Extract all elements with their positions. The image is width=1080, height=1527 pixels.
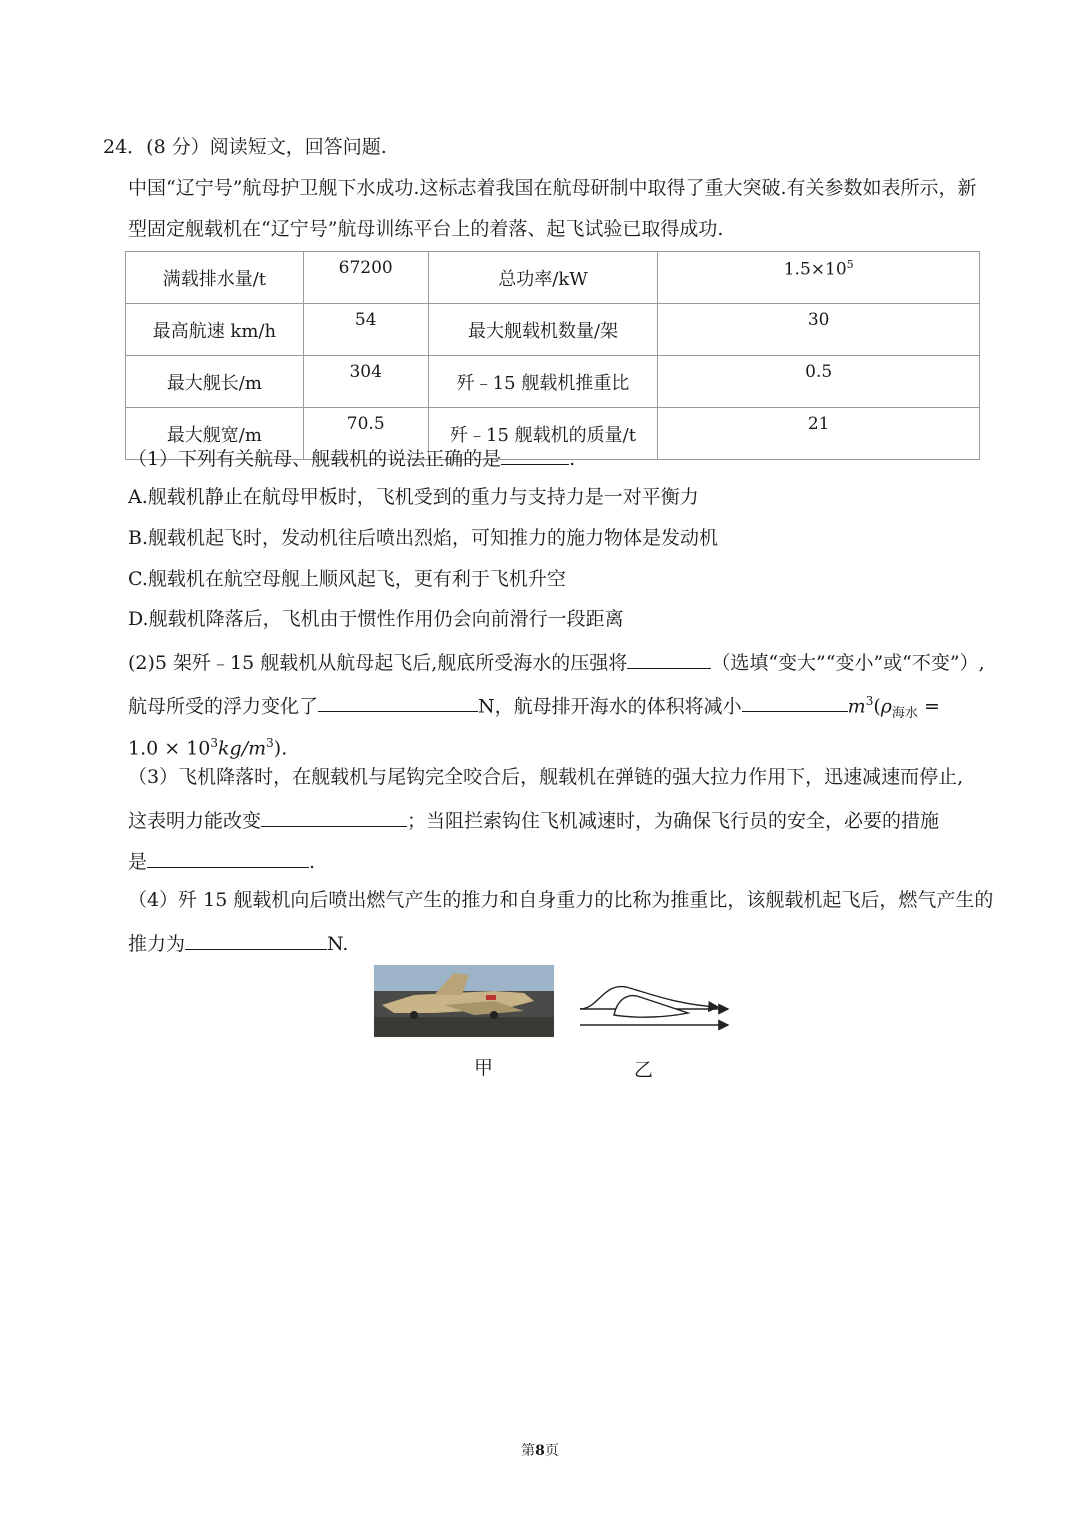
page-prefix: 第 [521,1443,536,1459]
q2-buoyancy-blank[interactable] [318,691,478,712]
q1-stem-end: . [569,448,576,470]
q2-rho-sub: 海水 [891,706,918,722]
q2-line-2 [128,689,940,726]
q3-text: 这表明力能改变 [128,810,262,832]
table-cell-label: 满载排水量/t [126,252,304,304]
deck-shadow [374,1017,554,1037]
q2-density: 1.0 × 10 [128,737,211,760]
table-row [126,356,980,408]
intro-line-2: 型固定舰载机在“辽宁号”航母训练平台上的着落、起飞试验已取得成功. [128,218,724,240]
q4-thrust-blank[interactable] [185,929,327,950]
q2-line-1 [128,648,985,675]
q4-end: N. [327,933,349,955]
question-header: 24．(8 分）阅读短文，回答问题. [103,136,387,158]
q4-text: 推力为 [128,933,186,955]
q1-answer-blank[interactable] [501,444,569,465]
q1-stem [128,444,575,471]
figure-caption-left: 甲 [474,1057,494,1079]
q2-text: （选填“变大”“变小”或“不变”）, [711,652,985,674]
power-exponent: 5 [846,258,854,271]
table-row [126,304,980,356]
q4-line-1: （4）歼 15 舰载机向后喷出燃气产生的推力和自身重力的比称为推重比，该舰载机起飞后，燃气产生的 [128,889,994,911]
wing-profile [614,996,688,1018]
table-cell-label: 最高航速 km/h [126,304,304,356]
q2-density-unit-exp: 3 [266,736,274,750]
table-cell-value [658,252,980,304]
power-base: 1.5×10 [783,259,847,280]
q2-pressure-blank[interactable] [627,648,711,669]
table-cell-label: 最大舰长/m [126,356,304,408]
page-suffix: 页 [544,1443,559,1459]
q2-text: N，航母排开海水的体积将减小 [478,695,742,718]
q2-density-exp: 3 [210,736,219,750]
wing-airflow-diagram [578,975,738,1035]
q3-line-2 [128,806,939,833]
table-cell-value: 0.5 [658,356,980,408]
q3-line-3 [128,847,315,874]
wheel-front [490,1011,498,1019]
q3-text: ；当阻拦索钩住飞机减速时，为确保飞行员的安全，必要的措施 [407,810,940,832]
q1-option-d: D.舰载机降落后，飞机由于惯性作用仍会向前滑行一段距离 [128,608,624,630]
q3-line-1: （3）飞机降落时，在舰载机与尾钩完全咬合后，舰载机在弹链的强大拉力作用下，迅速减速而停止, [128,766,964,788]
table-cell-label: 歼﹣15 舰载机推重比 [428,356,658,408]
wheel-rear [410,1011,418,1019]
table-cell-label: 最大舰宽/m [126,408,304,460]
aircraft-marking [486,995,496,1000]
q2-paren: ( [873,695,881,718]
table-cell-label: 总功率/kW [428,252,658,304]
table-cell-label: 最大舰载机数量/架 [428,304,658,356]
q3-end: . [309,851,316,873]
q1-option-b: B.舰载机起飞时，发动机往后喷出烈焰，可知推力的施力物体是发动机 [128,527,719,549]
figure-caption-right: 乙 [634,1059,654,1081]
q3-text: 是 [128,851,148,873]
table-cell-value: 67200 [303,252,428,304]
page-number-value: 8 [535,1443,545,1459]
intro-line-1: 中国“辽宁号”航母护卫舰下水成功.这标志着我国在航母研制中取得了重大突破.有关参数如表所示，新 [128,177,977,199]
q2-unit-exp: 3 [865,694,874,708]
q2-density-unit: kg/m [218,737,267,760]
table-cell-value: 21 [658,408,980,460]
table-cell-value: 54 [303,304,428,356]
q2-end: ). [273,737,288,760]
table-row [126,252,980,304]
q2-line-3 [128,731,287,760]
q2-unit: m [847,695,866,718]
table-cell-value: 70.5 [303,408,428,460]
q1-option-c: C.舰载机在航空母舰上顺风起飞，更有利于飞机升空 [128,568,566,590]
q3-effect-blank[interactable] [261,806,407,827]
q2-rho: ρ [880,695,892,718]
q1-option-a: A.舰载机静止在航母甲板时，飞机受到的重力与支持力是一对平衡力 [128,486,699,508]
q2-text: (2)5 架歼﹣15 舰载机从航母起飞后,舰底所受海水的压强将 [128,652,628,674]
table-cell-label: 歼﹣15 舰载机的质量/t [428,408,658,460]
q1-stem-text: （1）下列有关航母、舰载机的说法正确的是 [128,448,502,470]
aircraft-photo [374,965,554,1037]
q2-eq: = [917,695,940,718]
q2-volume-blank[interactable] [742,691,848,712]
page-number [0,1440,1080,1460]
parameter-table [125,251,980,460]
q4-line-2 [128,929,348,956]
q3-measure-blank[interactable] [147,847,309,868]
table-cell-value: 30 [658,304,980,356]
table-cell-value: 304 [303,356,428,408]
q2-text: 航母所受的浮力变化了 [128,695,319,718]
